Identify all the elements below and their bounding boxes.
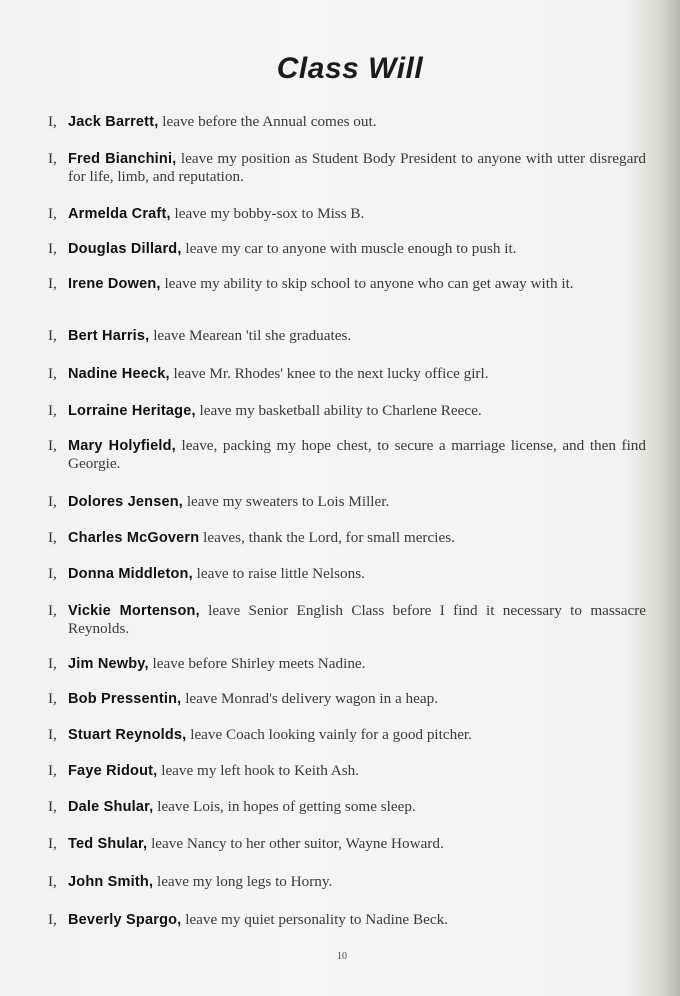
entry-text: leave Nancy to her other suitor, Wayne Howard. [147,835,444,852]
will-entry [48,402,646,437]
entry-name: Mary Holyfield, [68,438,176,454]
entry-name: Charles McGovern [68,530,200,546]
entry-text: leave my sweaters to Lois Miller. [183,493,390,510]
entry-text: leave my basketball ability to Charlene Reece. [195,402,482,419]
will-entry [48,798,646,835]
entry-pronoun: I, [48,240,57,257]
will-entry [48,150,646,205]
entry-pronoun: I, [48,402,57,419]
entry-text: leave my long legs to Horny. [153,873,333,890]
entry-text: leave my quiet personality to Nadine Beck. [181,911,448,928]
entry-pronoun: I, [48,205,57,222]
entry-name: Donna Middleton, [68,566,193,582]
entry-name: Irene Dowen, [68,276,161,292]
entry-text: leave Mr. Rhodes' knee to the next lucky office girl. [169,365,489,382]
class-will-list [48,113,646,941]
will-entry [48,726,646,762]
entry-pronoun: I, [48,365,57,382]
will-entry [48,565,646,602]
entry-pronoun: I, [48,113,57,130]
entry-text: leave before Shirley meets Nadine. [148,655,366,672]
entry-pronoun: I, [48,565,57,582]
entry-text: leave my bobby-sox to Miss B. [170,205,365,222]
will-entry [48,437,646,493]
entry-pronoun: I, [48,275,57,292]
will-entry [48,529,646,565]
entry-text: leave my position as Student Body President to anyone with utter disregard for life, limb, and reputation. [68,150,646,185]
entry-text: leave before the Annual comes out. [158,113,377,130]
entry-pronoun: I, [48,835,57,852]
entry-name: Jim Newby, [68,656,149,672]
will-entry [48,762,646,798]
entry-pronoun: I, [48,873,57,890]
entry-text: leave Monrad's delivery wagon in a heap. [181,690,439,707]
will-entry [48,655,646,690]
entry-pronoun: I, [48,655,57,672]
entry-pronoun: I, [48,911,57,928]
will-entry [48,240,646,275]
will-entry [48,835,646,873]
entry-name: Dolores Jensen, [68,494,184,510]
entry-name: Douglas Dillard, [68,241,182,257]
entry-name: Bert Harris, [68,328,150,344]
entry-pronoun: I, [48,150,57,167]
page-number: 10 [337,951,347,962]
entry-text: leave to raise little Nelsons. [192,565,365,582]
will-entry [48,365,646,402]
entry-pronoun: I, [48,327,57,344]
entry-text: leave my ability to skip school to anyone who can get away with it. [160,275,574,292]
will-entry [48,690,646,726]
entry-name: Dale Shular, [68,799,154,815]
entry-name: Faye Ridout, [68,763,158,779]
entry-pronoun: I, [48,602,57,619]
will-entry [48,205,646,240]
entry-name: John Smith, [68,874,154,890]
entry-name: Vickie Mortenson, [68,603,200,619]
entry-pronoun: I, [48,529,57,546]
entry-name: Bob Pressentin, [68,691,182,707]
entry-pronoun: I, [48,726,57,743]
will-entry [48,327,646,365]
entry-name: Beverly Spargo, [68,912,182,928]
entry-pronoun: I, [48,690,57,707]
entry-name: Lorraine Heritage, [68,403,196,419]
entry-name: Ted Shular, [68,836,148,852]
will-entry [48,911,646,941]
entry-text: leave Lois, in hopes of getting some sleep. [153,798,416,815]
page-title: Class Will [276,52,424,85]
entry-pronoun: I, [48,798,57,815]
will-entry [48,113,646,150]
entry-pronoun: I, [48,437,57,454]
entry-name: Armelda Craft, [68,206,171,222]
entry-text: leave Mearean 'til she graduates. [149,327,352,344]
entry-text: leave Coach looking vainly for a good pitcher. [186,726,472,743]
will-entry [48,275,646,327]
will-entry [48,602,646,655]
entry-text: leave, packing my hope chest, to secure a marriage license, and then find Georgie. [68,437,646,472]
entry-name: Stuart Reynolds, [68,727,187,743]
entry-name: Nadine Heeck, [68,366,170,382]
entry-pronoun: I, [48,762,57,779]
entry-name: Fred Bianchini, [68,151,177,167]
entry-text: leaves, thank the Lord, for small mercies. [199,529,455,546]
entry-text: leave my left hook to Keith Ash. [157,762,360,779]
entry-name: Jack Barrett, [68,114,159,130]
will-entry [48,493,646,529]
entry-text: leave Senior English Class before I find it necessary to massacre Reynolds. [68,602,646,637]
entry-pronoun: I, [48,493,57,510]
will-entry [48,873,646,911]
entry-text: leave my car to anyone with muscle enough to push it. [181,240,517,257]
